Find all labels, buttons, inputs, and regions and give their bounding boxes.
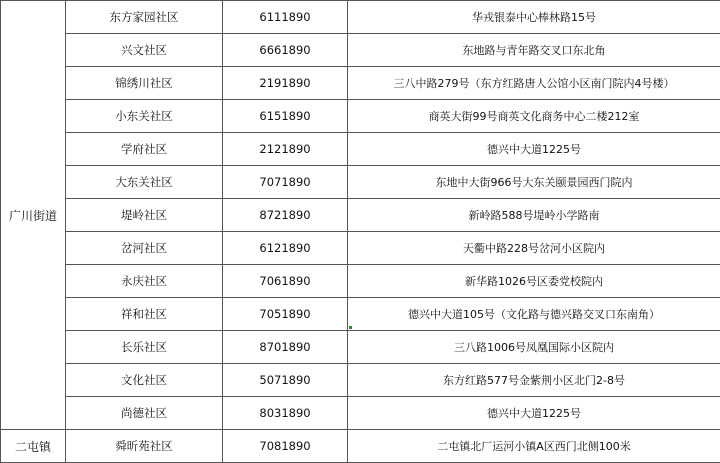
table-row [1, 265, 720, 298]
phone-number-cell: 6151890 [223, 100, 348, 133]
community-name-cell: 大东关社区 [66, 166, 223, 199]
community-name-cell: 小东关社区 [66, 100, 223, 133]
community-name-cell: 尚德社区 [66, 397, 223, 430]
phone-number-cell: 6111890 [223, 1, 348, 34]
district-name-cell: 二屯镇 [1, 430, 66, 463]
phone-number-cell: 6121890 [223, 232, 348, 265]
address-cell: 德兴中大道105号（文化路与德兴路交叉口东南角） [348, 298, 720, 331]
phone-number-cell: 8031890 [223, 397, 348, 430]
table-row [1, 100, 720, 133]
table-row [1, 199, 720, 232]
table-row [1, 1, 720, 34]
address-cell: 三八路1006号凤凰国际小区院内 [348, 331, 720, 364]
address-cell: 德兴中大道1225号 [348, 397, 720, 430]
table-row [1, 298, 720, 331]
phone-number-cell: 2191890 [223, 67, 348, 100]
address-cell: 德兴中大道1225号 [348, 133, 720, 166]
address-cell: 东方红路577号金紫荆小区北门2-8号 [348, 364, 720, 397]
address-cell: 二屯镇北厂运河小镇A区西门北侧100米 [348, 430, 720, 463]
community-name-cell: 学府社区 [66, 133, 223, 166]
table-row [1, 430, 720, 463]
address-cell: 东地中大街966号大东关颐景园西门院内 [348, 166, 720, 199]
community-name-cell: 东方家园社区 [66, 1, 223, 34]
address-cell: 华戎银泰中心棒林路15号 [348, 1, 720, 34]
table-body [1, 1, 720, 463]
community-name-cell: 锦绣川社区 [66, 67, 223, 100]
table-row [1, 232, 720, 265]
address-cell: 新岭路588号堤岭小学路南 [348, 199, 720, 232]
phone-number-cell: 7061890 [223, 265, 348, 298]
green-dot-artifact [349, 326, 352, 329]
address-cell: 商英大街99号商英文化商务中心二楼212室 [348, 100, 720, 133]
phone-number-cell: 8701890 [223, 331, 348, 364]
community-name-cell: 永庆社区 [66, 265, 223, 298]
table-row [1, 331, 720, 364]
phone-number-cell: 7051890 [223, 298, 348, 331]
address-cell: 新华路1026号区委党校院内 [348, 265, 720, 298]
community-name-cell: 兴文社区 [66, 34, 223, 67]
address-cell: 东地路与青年路交叉口东北角 [348, 34, 720, 67]
table-row [1, 133, 720, 166]
community-name-cell: 岔河社区 [66, 232, 223, 265]
community-name-cell: 文化社区 [66, 364, 223, 397]
community-name-cell: 堤岭社区 [66, 199, 223, 232]
phone-number-cell: 6661890 [223, 34, 348, 67]
table-row [1, 67, 720, 100]
phone-number-cell: 5071890 [223, 364, 348, 397]
address-cell: 天衢中路228号岔河小区院内 [348, 232, 720, 265]
phone-number-cell: 7071890 [223, 166, 348, 199]
phone-number-cell: 2121890 [223, 133, 348, 166]
table-row [1, 34, 720, 67]
address-cell: 三八中路279号（东方红路唐人公馆小区南门院内4号楼） [348, 67, 720, 100]
district-name-cell: 广川街道 [1, 1, 66, 430]
community-name-cell: 舜昕苑社区 [66, 430, 223, 463]
phone-number-cell: 7081890 [223, 430, 348, 463]
table-row [1, 364, 720, 397]
table-row [1, 397, 720, 430]
table-row [1, 166, 720, 199]
community-name-cell: 长乐社区 [66, 331, 223, 364]
phone-number-cell: 8721890 [223, 199, 348, 232]
community-name-cell: 祥和社区 [66, 298, 223, 331]
